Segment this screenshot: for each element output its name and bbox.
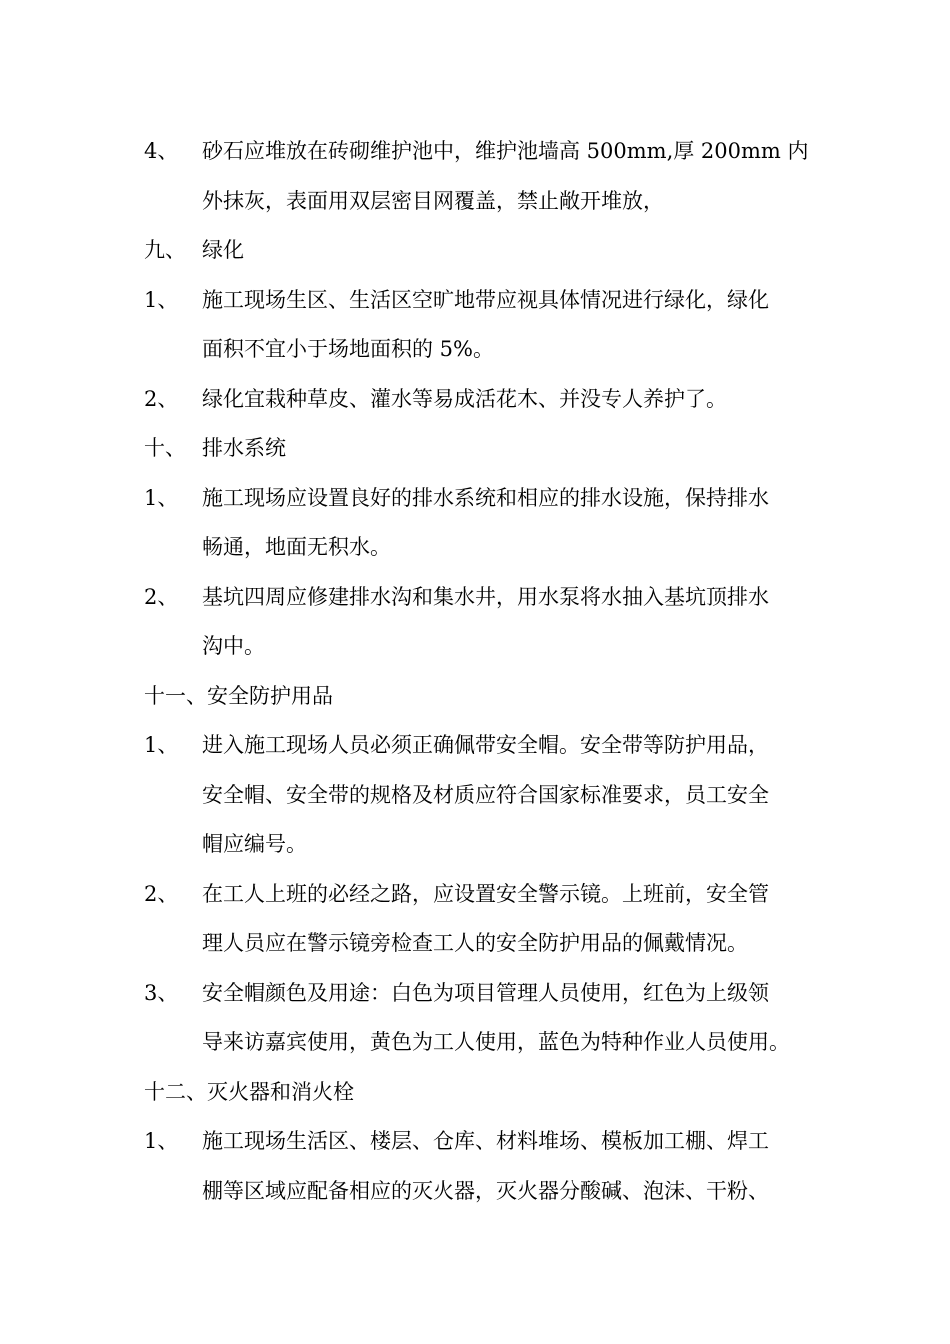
item-number: 4、 xyxy=(144,139,179,163)
item-text-line: 进入施工现场人员必须正确佩带安全帽。安全带等防护用品， xyxy=(202,733,769,757)
section-title: 绿化 xyxy=(202,238,244,262)
item-text-line: 施工现场生活区、楼层、仓库、材料堆场、模板加工棚、焊工 xyxy=(202,1129,769,1153)
item-number: 1、 xyxy=(144,1129,179,1153)
item-text-line: 外抹灰，表面用双层密目网覆盖，禁止敞开堆放， xyxy=(202,188,664,213)
item-text-line: 理人员应在警示镜旁检查工人的安全防护用品的佩戴情况。 xyxy=(202,931,748,955)
list-item xyxy=(144,734,824,883)
section-number: 十、 xyxy=(144,436,186,460)
item-text-line: 面积不宜小于场地面积的 5%。 xyxy=(202,337,494,361)
list-item xyxy=(144,883,824,982)
item-text-line: 导来访嘉宾使用，黄色为工人使用，蓝色为特种作业人员使用。 xyxy=(202,1030,790,1054)
item-number: 1、 xyxy=(144,485,179,510)
item-text-line: 施工现场生区、生活区空旷地带应视具体情况进行绿化，绿化 xyxy=(202,287,769,312)
list-item xyxy=(144,1130,824,1229)
item-text-line: 在工人上班的必经之路，应设置安全警示镜。上班前，安全管 xyxy=(202,881,769,906)
section-number: 九、 xyxy=(144,238,186,262)
item-number: 3、 xyxy=(144,980,179,1005)
item-text-line: 基坑四周应修建排水沟和集水井，用水泵将水抽入基坑顶排水 xyxy=(202,584,769,609)
section-heading xyxy=(144,239,824,289)
item-text-line: 棚等区域应配备相应的灭火器，灭火器分酸碱、泡沫、干粉、 xyxy=(202,1178,769,1203)
item-number: 2、 xyxy=(144,386,179,411)
list-item xyxy=(144,982,824,1081)
item-text-line: 畅通，地面无积水。 xyxy=(202,535,391,559)
section-heading: 十一、安全防护用品 xyxy=(144,683,333,708)
item-text-line: 安全帽、安全带的规格及材质应符合国家标准要求，员工安全 xyxy=(202,782,769,807)
section-heading xyxy=(144,437,824,487)
section-heading: 十二、灭火器和消火栓 xyxy=(144,1079,354,1104)
list-item xyxy=(144,289,824,388)
item-text-line: 施工现场应设置良好的排水系统和相应的排水设施，保持排水 xyxy=(202,485,769,510)
item-number: 1、 xyxy=(144,287,179,312)
item-text-line: 安全帽颜色及用途：白色为项目管理人员使用，红色为上级领 xyxy=(202,980,769,1005)
list-item xyxy=(144,487,824,586)
item-text-line: 帽应编号。 xyxy=(202,832,307,856)
list-item xyxy=(144,140,824,239)
list-item xyxy=(144,388,824,438)
section-title: 排水系统 xyxy=(202,436,286,460)
item-number: 2、 xyxy=(144,584,179,609)
item-text-line: 沟中。 xyxy=(202,634,265,658)
list-item xyxy=(144,586,824,685)
item-number: 2、 xyxy=(144,881,179,906)
item-text-line: 绿化宜栽种草皮、灌水等易成活花木、并没专人养护了。 xyxy=(202,386,727,411)
document-body xyxy=(144,140,824,1229)
item-number: 1、 xyxy=(144,733,179,757)
item-text-line: 砂石应堆放在砖砌维护池中，维护池墙高 500mm,厚 200mm 内 xyxy=(202,139,809,163)
